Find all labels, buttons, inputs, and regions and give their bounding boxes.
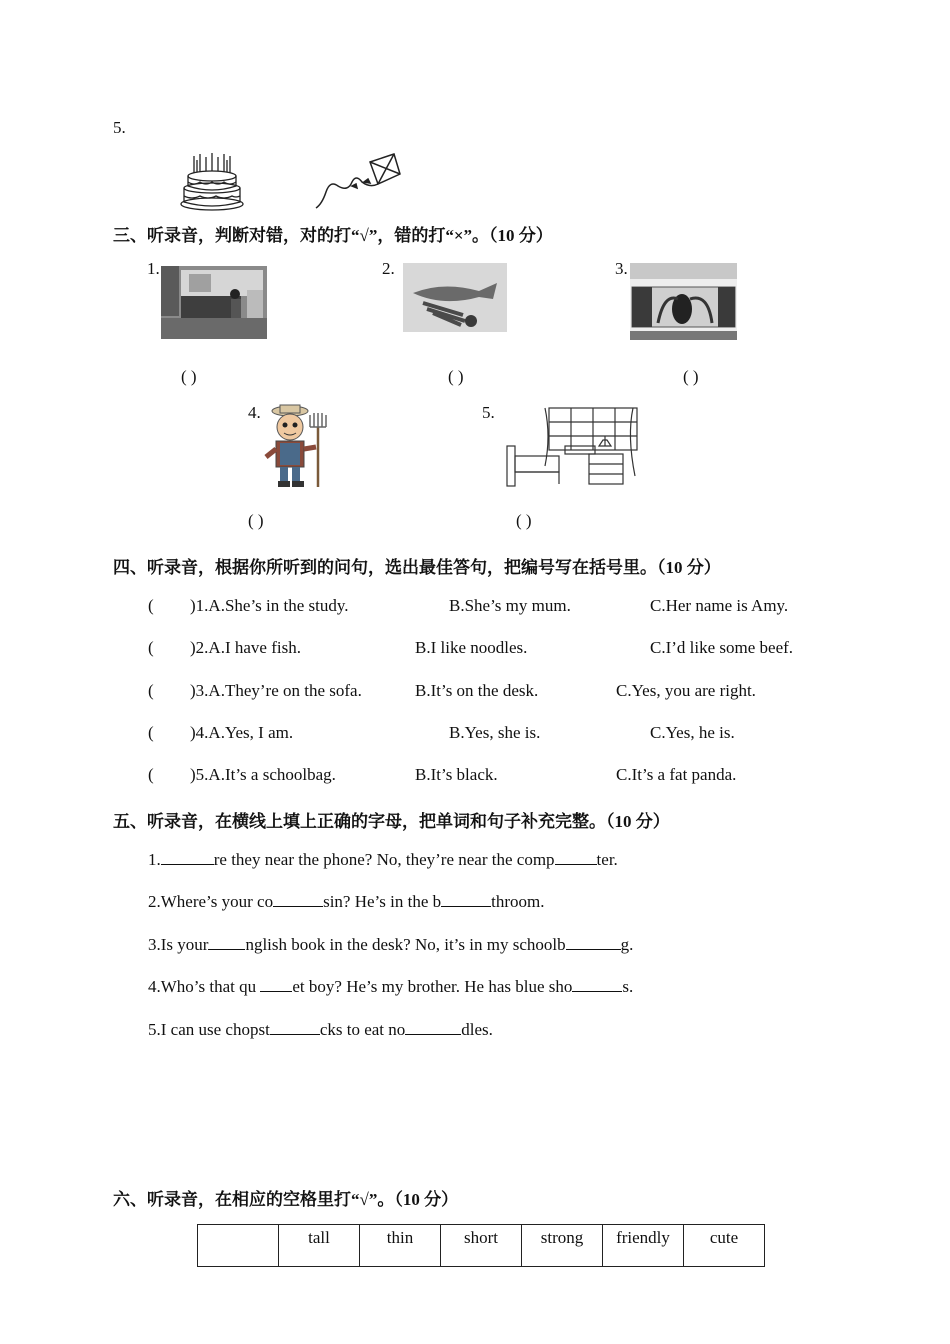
s5-line-3-part-3: g. — [620, 935, 634, 954]
s4-item-2-option-b: B.I like noodles. — [415, 638, 528, 657]
s5-line-4-part-3: s. — [622, 977, 634, 996]
s5-line-3-part-2: nglish book in the desk? No, it’s in my schoolb — [245, 935, 566, 954]
s5-line-4-blank-1[interactable] — [260, 977, 292, 992]
s5-line-5 — [148, 1020, 493, 1040]
s3-item-3-number: 3. — [615, 259, 628, 278]
s5-line-3-blank-2[interactable] — [566, 935, 621, 950]
s4-item-4-paren[interactable]: ( — [148, 723, 154, 742]
s5-line-5-blank-2[interactable] — [405, 1020, 461, 1035]
s4-item-2-option-a: )2.A.I have fish. — [190, 638, 301, 657]
s6-header-short[interactable]: short — [441, 1225, 522, 1267]
s4-item-4-option-a: )4.A.Yes, I am. — [190, 723, 294, 742]
s4-item-5-option-b: B.It’s black. — [415, 765, 498, 784]
s5-line-1-part-2: re they near the phone? No, they’re near the comp — [213, 850, 555, 869]
s6-header-strong[interactable]: strong — [522, 1225, 603, 1267]
s5-line-1-part-3: ter. — [596, 850, 618, 869]
s3-item-4-number: 4. — [248, 403, 261, 422]
s3-item-4-answer[interactable]: ( ) — [248, 511, 264, 530]
s4-item-1-option-c: C.Her name is Amy. — [650, 596, 789, 615]
s4-item-3-option-a: )3.A.They’re on the sofa. — [190, 681, 362, 700]
s5-line-4-part-1: 4.Who’s that qu — [148, 977, 261, 996]
s4-item-1-paren[interactable]: ( — [148, 596, 154, 615]
s5-line-1-part-1: 1. — [148, 850, 161, 869]
s4-item-2-option-c: C.I’d like some beef. — [650, 638, 794, 657]
s5-line-2-blank-1[interactable] — [273, 892, 323, 907]
s5-line-2 — [148, 892, 545, 912]
s6-header-cute[interactable]: cute — [684, 1225, 765, 1267]
fish-vegetables-photo — [403, 263, 507, 332]
s5-line-1 — [148, 850, 618, 870]
s4-item-5-paren[interactable]: ( — [148, 765, 154, 784]
section-4-title: 四、听录音，根据你所听到的问句，选出最佳答句，把编号写在括号里。（10 分） — [113, 558, 721, 577]
farmer-image — [258, 403, 336, 489]
s5-line-2-part-2: sin? He’s in the b — [323, 892, 442, 911]
s5-line-4 — [148, 977, 633, 997]
s5-line-2-part-3: throom. — [491, 892, 545, 911]
birthday-cake-image — [180, 152, 246, 212]
s4-item-1-option-a: )1.A.She’s in the study. — [190, 596, 349, 615]
s4-item-2-paren[interactable]: ( — [148, 638, 154, 657]
s5-line-3-blank-1[interactable] — [208, 935, 245, 950]
s3-item-1-answer[interactable]: ( ) — [181, 367, 197, 386]
q5-number: 5. — [113, 118, 126, 137]
s6-header-thin[interactable]: thin — [360, 1225, 441, 1267]
living-room-photo — [161, 266, 267, 339]
s4-item-4-option-b: B.Yes, she is. — [449, 723, 541, 742]
s6-header-tall[interactable]: tall — [279, 1225, 360, 1267]
s6-table — [197, 1224, 765, 1267]
s3-item-1-number: 1. — [147, 259, 160, 278]
s5-line-5-part-1: 5.I can use chopst — [148, 1020, 270, 1039]
bedroom-image — [505, 406, 640, 488]
s3-item-3-answer[interactable]: ( ) — [683, 367, 699, 386]
s5-line-4-blank-2[interactable] — [572, 977, 622, 992]
section-5-title: 五、听录音，在横线上填上正确的字母，把单词和句子补充完整。（10 分） — [113, 812, 670, 831]
s6-cell-blank[interactable] — [198, 1225, 279, 1267]
s4-item-3-paren[interactable]: ( — [148, 681, 154, 700]
s3-item-2-answer[interactable]: ( ) — [448, 367, 464, 386]
section-6-title: 六、听录音，在相应的空格里打“√”。（10 分） — [113, 1190, 459, 1209]
s4-item-5-option-a: )5.A.It’s a schoolbag. — [190, 765, 336, 784]
window-arrows-photo — [630, 263, 737, 340]
s4-item-3-option-c: C.Yes, you are right. — [616, 681, 756, 700]
s6-header-friendly[interactable]: friendly — [603, 1225, 684, 1267]
s5-line-3 — [148, 935, 633, 955]
s5-line-5-part-3: dles. — [461, 1020, 493, 1039]
s5-line-4-part-2: et boy? He’s my brother. He has blue sho — [292, 977, 573, 996]
s6-table-header-row — [198, 1225, 765, 1267]
s3-item-5-answer[interactable]: ( ) — [516, 511, 532, 530]
s5-line-1-blank-2[interactable] — [555, 850, 597, 865]
kite-image — [312, 152, 404, 212]
s5-line-5-part-2: cks to eat no — [319, 1020, 406, 1039]
s4-item-4-option-c: C.Yes, he is. — [650, 723, 735, 742]
s3-item-5-number: 5. — [482, 403, 495, 422]
s4-item-3-option-b: B.It’s on the desk. — [415, 681, 539, 700]
s5-line-5-blank-1[interactable] — [270, 1020, 320, 1035]
s5-line-3-part-1: 3.Is your — [148, 935, 209, 954]
s5-line-2-part-1: 2.Where’s your co — [148, 892, 274, 911]
s5-line-2-blank-2[interactable] — [441, 892, 491, 907]
s4-item-5-option-c: C.It’s a fat panda. — [616, 765, 737, 784]
s5-line-1-blank-1[interactable] — [161, 850, 214, 865]
section-3-title: 三、听录音，判断对错，对的打“√”，错的打“×”。（10 分） — [113, 226, 553, 245]
s4-item-1-option-b: B.She’s my mum. — [449, 596, 571, 615]
s3-item-2-number: 2. — [382, 259, 395, 278]
